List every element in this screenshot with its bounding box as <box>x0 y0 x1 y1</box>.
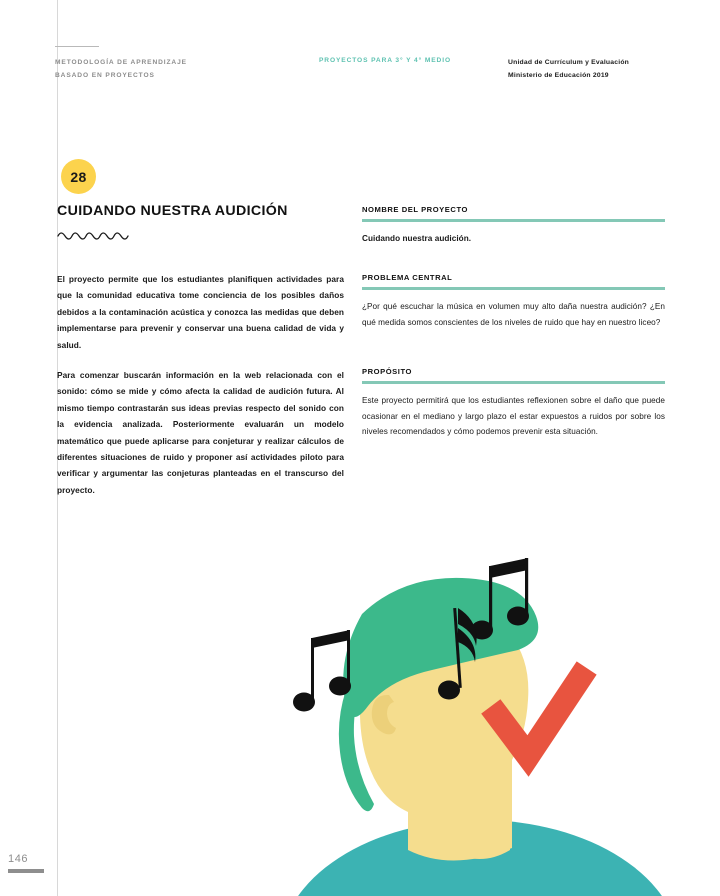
illustration-persona-escuchando-musica <box>236 520 720 896</box>
music-note-beamed-ear-icon <box>293 630 351 712</box>
running-head-left <box>55 56 285 82</box>
section-label-proposito: PROPÓSITO <box>362 367 412 376</box>
section-label-nombre: NOMBRE DEL PROYECTO <box>362 205 468 214</box>
running-head-right-line2: Ministerio de Educación 2019 <box>508 72 609 79</box>
project-description <box>57 271 344 512</box>
section-rule-proposito <box>362 381 665 384</box>
section-text-nombre: Cuidando nuestra audición. <box>362 234 472 243</box>
description-paragraph-2: Para comenzar buscarán información en la web relacionada con el sonido: cómo se mide y cómo afecta la calidad de audición futura. Al mismo tiempo contrastarán sus ideas previas respecto del sonido con la evidencia analizada. Posteriormente evaluarán un modelo matemático que puede aplicarse para conjeturar y realizar cálculos de diferentes situaciones de ruido y proponer así actividades piloto para verificar y argumentar las conjeturas planteadas en el transcurso del proyecto. <box>57 370 344 495</box>
section-rule-nombre <box>362 219 665 222</box>
squiggle-underline-icon <box>57 228 137 242</box>
running-head-center: PROYECTOS PARA 3° Y 4° MEDIO <box>319 57 451 64</box>
section-problema-central <box>362 273 665 330</box>
section-nombre-del-proyecto <box>362 205 665 247</box>
section-text-problema: ¿Por qué escuchar la música en volumen muy alto daña nuestra audición? ¿En qué medida somos conscientes de los niveles de ruido que hay en nuestro liceo? <box>362 302 665 327</box>
page-number: 146 <box>8 853 29 865</box>
running-head-left-line2: BASADO EN PROYECTOS <box>55 72 155 79</box>
description-paragraph-1: El proyecto permite que los estudiantes planifiquen actividades para que la comunidad educativa tome conciencia de los posibles daños debidos a la contaminación acústica y conozca las medidas que deben implementarse para prevenir y conservar una buena calidad de vida y salud. <box>57 274 344 350</box>
running-head-right-line1: Unidad de Currículum y Evaluación <box>508 59 630 66</box>
running-head-right <box>508 56 688 82</box>
page-number-bar <box>8 869 44 873</box>
section-rule-problema <box>362 287 665 290</box>
section-proposito <box>362 367 665 440</box>
header-rule <box>55 46 99 47</box>
page-title: CUIDANDO NUESTRA AUDICIÓN <box>57 203 288 219</box>
section-label-problema: PROBLEMA CENTRAL <box>362 273 453 282</box>
running-head-left-line1: METODOLOGÍA DE APRENDIZAJE <box>55 59 187 66</box>
section-text-proposito: Este proyecto permitirá que los estudiantes reflexionen sobre el daño que puede ocasionar en el mediano y largo plazo el estar expuestos a ruidos por sobre los niveles recomendados y cómo podemos prevenir esta situación. <box>362 396 665 436</box>
project-number-badge: 28 <box>61 159 96 194</box>
